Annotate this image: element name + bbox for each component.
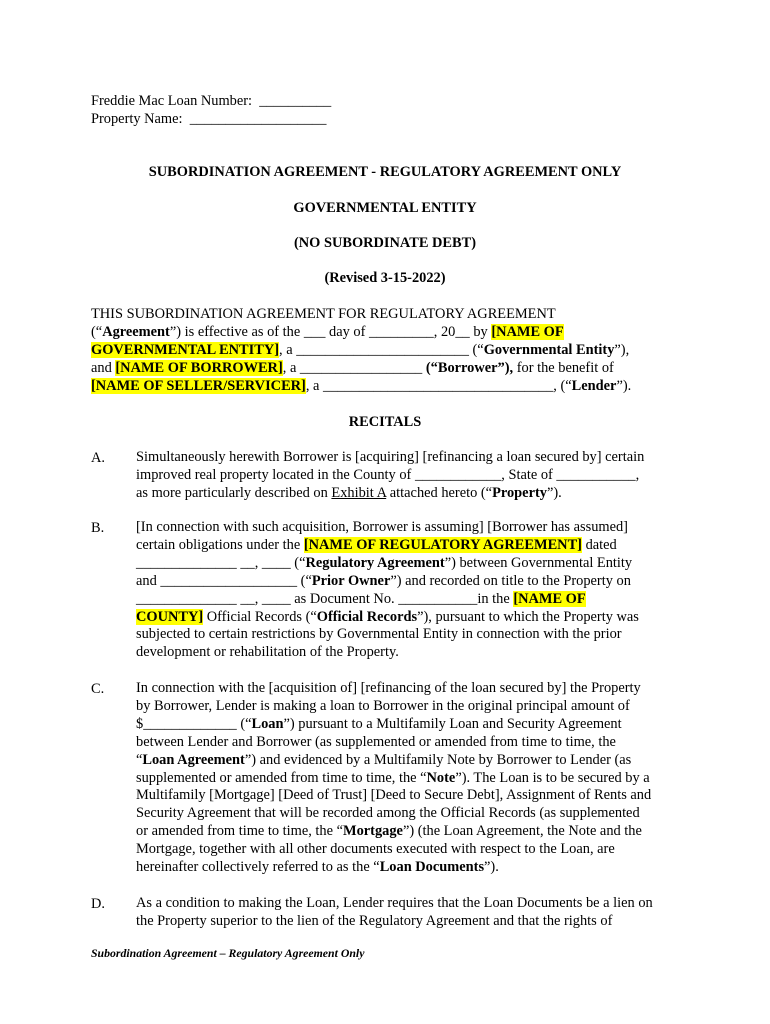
intro-line: (“Agreement”) is effective as of the ___ day of _________, 20__ by [NAME OF — [91, 324, 564, 340]
exhibit-a-reference: Exhibit A — [331, 484, 387, 501]
highlight-governmental-entity: [NAME OF — [491, 324, 564, 340]
governmental-entity-heading: GOVERNMENTAL ENTITY — [293, 200, 477, 216]
intro-line: and [NAME OF BORROWER], a _________________ (“Borrower”), for the benefit of — [91, 360, 614, 376]
intro-paragraph — [91, 305, 691, 395]
recital-letter: B. — [91, 520, 105, 536]
document-title: SUBORDINATION AGREEMENT - REGULATORY AGREEMENT ONLY — [148, 164, 622, 180]
highlight-governmental-entity: GOVERNMENTAL ENTITY] — [91, 342, 280, 358]
recital-letter: D. — [91, 896, 105, 912]
highlight-seller-servicer: [NAME OF SELLER/SERVICER] — [91, 378, 306, 394]
document-page: Freddie Mac Loan Number: __________ Property Name: ___________________ SUBORDINATION AGREEMENT - REGULATORY AGREEMENT ONLY GOVERNMENTAL ENTITY (NO SUBORDINATE DEBT) (Revised 3-15-2022) THIS SUBORDINATION AGREEMENT FOR REGULATORY AGREEMENT (“Agreement”) is effective as of the ___ day of _________, 20__ by [NAME OF GOVERNMENTAL ENTITY], a ________________________ (“Governmental Entity”), and [NAME OF BORROWER], a _________________ (“Borrower”), for the benefit of [NAME OF SELLER/SERVICER], a ________________________________, (“Lender”). RECITALS A. Simultaneously herewith Borrower is [acquiring] [refinancing a loan secured by] certain improved real property located in the County of ____________, State of ___________, as more particularly described on Exhibit A attached hereto (“Property”). B. [In connection with such acquisition, Borrower is assuming] [Borrower has assumed] certain obligations under the [NAME OF REGULATORY AGREEMENT] dated ______________ __, ____ (“Regulatory Agreement”) between Governmental Entity and ___________________ (“Prior Owner”) and recorded on title to the Property on ______________ __, ____ as Document No. ___________in the [NAME OF COUNTY] Official Records (“Official Records”), pursuant to which the Property was subjected to certain restrictions by Governmental Entity in connection with the prior development or rehabilitation of the Property. C. In connection with the [acquisition of] [refinancing of the loan secured by] the Property by Borrower, Lender is making a loan to Borrower in the original principal amount of $_____________ (“Loan”) pursuant to a Multifamily Loan and Security Agreement between Lender and Borrower (as supplemented or amended from time to time, the “Loan Agreement”) and evidenced by a Multifamily Note by Borrower to Lender (as supplemented or amended from time to time, the “Note”). The Loan is to be secured by a Multifamily [Mortgage] [Deed of Trust] [Deed to Secure Debt], Assignment of Rents and Security Agreement that will be recorded among the Official Records (as supplemented or amended from time to time, the “Mortgage”) (the Loan Agreement, the Note and the Mortgage, together with all other documents executed with respect to the Loan, are hereinafter collectively referred to as the “Loan Documents”). D. As a condition to making the Loan, Lender requires that the Loan Documents be a lien on the Property superior to the lien of the Regulatory Agreement and that the rights of Subordination Agreement – Regulatory Agreement Only — [0, 0, 770, 1024]
property-name-line: Property Name: ___________________ — [91, 111, 327, 127]
loan-number-line: Freddie Mac Loan Number: __________ — [91, 93, 332, 109]
revision-date: (Revised 3-15-2022) — [324, 270, 446, 286]
intro-line: GOVERNMENTAL ENTITY], a ________________________ (“Governmental Entity”), — [91, 342, 630, 358]
recital-letter: C. — [91, 681, 105, 697]
highlight-county: [NAME OF — [513, 590, 586, 607]
intro-line: THIS SUBORDINATION AGREEMENT FOR REGULATORY AGREEMENT — [91, 306, 556, 322]
no-subordinate-debt-heading: (NO SUBORDINATE DEBT) — [293, 235, 477, 251]
intro-line: [NAME OF SELLER/SERVICER], a ________________________________, (“Lender”). — [91, 378, 632, 394]
page-footer: Subordination Agreement – Regulatory Agreement Only — [91, 946, 365, 960]
recitals-heading: RECITALS — [348, 414, 422, 430]
highlight-county: COUNTY] — [136, 608, 204, 625]
highlight-borrower: [NAME OF BORROWER] — [115, 360, 283, 376]
recital-letter: A. — [91, 450, 105, 466]
highlight-regulatory-agreement: [NAME OF REGULATORY AGREEMENT] — [303, 536, 582, 553]
